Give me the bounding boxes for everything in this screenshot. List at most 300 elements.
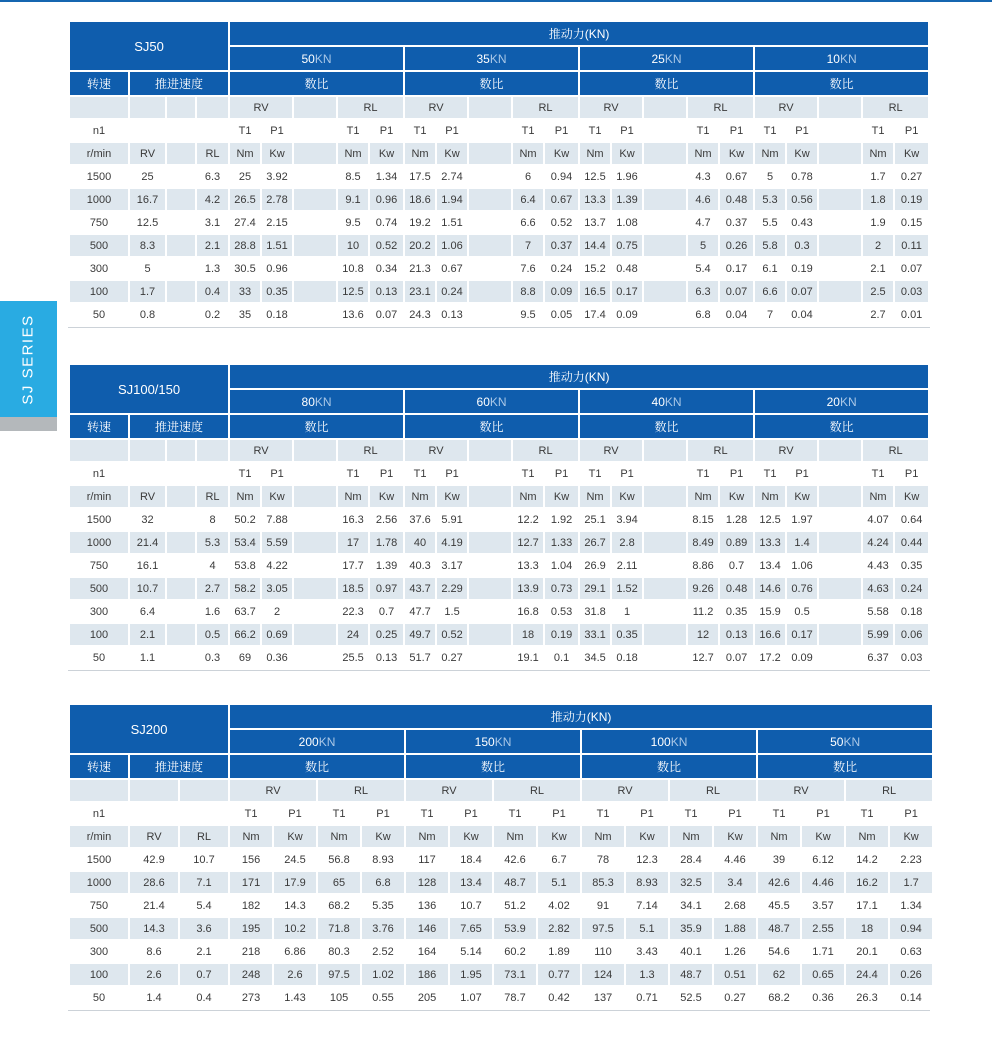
rv-speed-value: 1.4 xyxy=(129,986,179,1009)
p1-label: P1 xyxy=(611,119,643,142)
power-value: 0.09 xyxy=(611,303,643,326)
power-value: 8.93 xyxy=(361,848,405,871)
spacer-cell xyxy=(643,462,687,485)
torque-value: 58.2 xyxy=(229,577,261,600)
kn-group-header xyxy=(757,729,933,754)
rv-column-label: RV xyxy=(404,96,468,119)
kn-group-header xyxy=(754,46,929,71)
p1-label: P1 xyxy=(436,119,468,142)
power-value: 4.46 xyxy=(801,871,845,894)
torque-value: 6.4 xyxy=(512,188,544,211)
power-value: 0.24 xyxy=(894,577,929,600)
kn-group-header xyxy=(404,389,579,414)
torque-value: 20.1 xyxy=(845,940,889,963)
power-value: 0.94 xyxy=(889,917,933,940)
torque-value: 80.3 xyxy=(317,940,361,963)
power-value: 0.64 xyxy=(894,508,929,531)
torque-value: 52.5 xyxy=(669,986,713,1009)
spec-table-SJ200 xyxy=(68,703,930,1011)
spacer-cell xyxy=(293,257,337,280)
power-value: 0.13 xyxy=(719,623,754,646)
power-value: 1.34 xyxy=(889,894,933,917)
torque-value: 2.5 xyxy=(862,280,894,303)
power-value: 0.67 xyxy=(544,188,579,211)
rl-column-label: RL xyxy=(337,96,404,119)
power-value: 6.86 xyxy=(273,940,317,963)
kw-unit-label: Kw xyxy=(436,142,468,165)
spacer-cell xyxy=(643,600,687,623)
spacer-cell xyxy=(643,531,687,554)
prop-speed-header: 推进速度 xyxy=(129,71,229,96)
table-row xyxy=(69,119,929,142)
power-value: 3.05 xyxy=(261,577,293,600)
kw-unit-label: Kw xyxy=(719,485,754,508)
power-value: 0.67 xyxy=(719,165,754,188)
torque-value: 35.9 xyxy=(669,917,713,940)
speed-value: 50 xyxy=(69,303,129,326)
torque-value: 45.5 xyxy=(757,894,801,917)
spacer-cell xyxy=(818,234,862,257)
torque-value: 105 xyxy=(317,986,361,1009)
power-value: 2 xyxy=(261,600,293,623)
power-value: 0.19 xyxy=(544,623,579,646)
power-value: 0.1 xyxy=(544,646,579,669)
table-row xyxy=(69,894,933,917)
kn-unit: KN xyxy=(664,394,682,409)
torque-value: 13.3 xyxy=(512,554,544,577)
power-value: 0.34 xyxy=(369,257,404,280)
power-value: 1.3 xyxy=(625,963,669,986)
torque-value: 5.5 xyxy=(754,211,786,234)
power-value: 1.07 xyxy=(449,986,493,1009)
model-label: SJ100/150 xyxy=(69,364,229,414)
kw-unit-label: Kw xyxy=(625,825,669,848)
table-row xyxy=(69,234,929,257)
t1-label: T1 xyxy=(512,119,544,142)
power-value: 8.93 xyxy=(625,871,669,894)
kn-unit: KN xyxy=(314,51,332,66)
torque-value: 17.5 xyxy=(404,165,436,188)
power-value: 0.35 xyxy=(719,600,754,623)
power-value: 0.73 xyxy=(544,577,579,600)
power-value: 0.55 xyxy=(361,986,405,1009)
spacer-cell xyxy=(293,142,337,165)
power-value: 0.75 xyxy=(611,234,643,257)
rv-speed-value: 1.7 xyxy=(129,280,166,303)
torque-value: 248 xyxy=(229,963,273,986)
nm-unit-label: Nm xyxy=(862,485,894,508)
spacer-cell xyxy=(196,119,229,142)
torque-value: 18.5 xyxy=(337,577,369,600)
speed-value: 1500 xyxy=(69,508,129,531)
spacer-cell xyxy=(643,188,687,211)
torque-value: 17.4 xyxy=(579,303,611,326)
power-value: 18.4 xyxy=(449,848,493,871)
spacer-cell xyxy=(166,600,196,623)
n1-label: n1 xyxy=(69,462,129,485)
torque-value: 1.9 xyxy=(862,211,894,234)
power-value: 3.4 xyxy=(713,871,757,894)
kn-value: 100 xyxy=(650,734,671,749)
power-value: 1.26 xyxy=(713,940,757,963)
torque-value: 13.3 xyxy=(579,188,611,211)
spacer-cell xyxy=(643,646,687,669)
torque-value: 8.86 xyxy=(687,554,719,577)
spacer-cell xyxy=(818,303,862,326)
torque-value: 273 xyxy=(229,986,273,1009)
power-value: 6.8 xyxy=(361,871,405,894)
power-value: 0.35 xyxy=(611,623,643,646)
power-value: 0.04 xyxy=(786,303,818,326)
t1-label: T1 xyxy=(669,802,713,825)
torque-value: 12.5 xyxy=(754,508,786,531)
power-value: 0.44 xyxy=(894,531,929,554)
spacer-cell xyxy=(293,439,337,462)
ratio-header: 数比 xyxy=(579,414,754,439)
spacer-cell xyxy=(643,439,687,462)
rv-speed-value: 21.4 xyxy=(129,894,179,917)
spacer-cell xyxy=(69,779,129,802)
ratio-header: 数比 xyxy=(229,754,405,779)
rl-column-label: RL xyxy=(179,825,229,848)
torque-value: 2 xyxy=(862,234,894,257)
p1-label: P1 xyxy=(261,462,293,485)
nm-unit-label: Nm xyxy=(581,825,625,848)
torque-value: 42.6 xyxy=(493,848,537,871)
rl-column-label: RL xyxy=(845,779,933,802)
kn-unit: KN xyxy=(839,51,857,66)
torque-value: 117 xyxy=(405,848,449,871)
speed-value: 500 xyxy=(69,917,129,940)
t1-label: T1 xyxy=(754,119,786,142)
power-value: 0.09 xyxy=(786,646,818,669)
torque-value: 13.7 xyxy=(579,211,611,234)
spacer-cell xyxy=(293,600,337,623)
power-value: 24.5 xyxy=(273,848,317,871)
t1-label: T1 xyxy=(404,462,436,485)
spacer-cell xyxy=(468,234,512,257)
power-value: 0.07 xyxy=(719,280,754,303)
torque-value: 37.6 xyxy=(404,508,436,531)
spacer-cell xyxy=(643,234,687,257)
spacer-cell xyxy=(196,96,229,119)
spacer-cell xyxy=(293,188,337,211)
torque-value: 56.8 xyxy=(317,848,361,871)
nm-unit-label: Nm xyxy=(754,142,786,165)
ratio-header: 数比 xyxy=(757,754,933,779)
power-value: 0.35 xyxy=(894,554,929,577)
torque-value: 97.5 xyxy=(581,917,625,940)
kw-unit-label: Kw xyxy=(894,142,929,165)
torque-value: 6 xyxy=(512,165,544,188)
torque-value: 15.9 xyxy=(754,600,786,623)
spacer-cell xyxy=(166,508,196,531)
ratio-header: 数比 xyxy=(579,71,754,96)
spacer-cell xyxy=(69,96,129,119)
power-value: 0.96 xyxy=(369,188,404,211)
power-value: 1.88 xyxy=(713,917,757,940)
spacer-cell xyxy=(818,485,862,508)
spacer-cell xyxy=(166,531,196,554)
power-value: 3.92 xyxy=(261,165,293,188)
power-value: 0.89 xyxy=(719,531,754,554)
kw-unit-label: Kw xyxy=(544,142,579,165)
spacer-cell xyxy=(468,96,512,119)
spacer-cell xyxy=(166,188,196,211)
spec-table xyxy=(68,363,930,670)
spacer-cell xyxy=(166,211,196,234)
torque-value: 13.3 xyxy=(754,531,786,554)
power-value: 4.46 xyxy=(713,848,757,871)
power-value: 0.07 xyxy=(894,257,929,280)
spacer-cell xyxy=(818,554,862,577)
spacer-cell xyxy=(293,303,337,326)
power-value: 3.43 xyxy=(625,940,669,963)
power-value: 1.51 xyxy=(436,211,468,234)
power-value: 4.19 xyxy=(436,531,468,554)
table-row xyxy=(69,940,933,963)
speed-value: 100 xyxy=(69,963,129,986)
power-value: 0.26 xyxy=(889,963,933,986)
power-value: 3.57 xyxy=(801,894,845,917)
torque-value: 63.7 xyxy=(229,600,261,623)
torque-value: 186 xyxy=(405,963,449,986)
torque-value: 14.4 xyxy=(579,234,611,257)
nm-unit-label: Nm xyxy=(405,825,449,848)
power-value: 0.19 xyxy=(894,188,929,211)
spacer-cell xyxy=(293,119,337,142)
spacer-cell xyxy=(643,96,687,119)
torque-value: 8.49 xyxy=(687,531,719,554)
ratio-header: 数比 xyxy=(581,754,757,779)
kn-value: 60 xyxy=(476,394,490,409)
power-value: 2.56 xyxy=(369,508,404,531)
power-value: 0.17 xyxy=(611,280,643,303)
kw-unit-label: Kw xyxy=(786,485,818,508)
kw-unit-label: Kw xyxy=(894,485,929,508)
torque-value: 1.8 xyxy=(862,188,894,211)
torque-value: 33 xyxy=(229,280,261,303)
torque-value: 9.1 xyxy=(337,188,369,211)
power-value: 0.69 xyxy=(261,623,293,646)
table-row xyxy=(69,165,929,188)
torque-value: 4.24 xyxy=(862,531,894,554)
rv-speed-value: 16.1 xyxy=(129,554,166,577)
torque-value: 13.4 xyxy=(754,554,786,577)
torque-value: 9.26 xyxy=(687,577,719,600)
spacer-cell xyxy=(643,280,687,303)
p1-label: P1 xyxy=(261,119,293,142)
p1-label: P1 xyxy=(273,802,317,825)
spacer-cell xyxy=(69,439,129,462)
power-value: 2.68 xyxy=(713,894,757,917)
power-value: 2.11 xyxy=(611,554,643,577)
torque-value: 35 xyxy=(229,303,261,326)
power-value: 10.2 xyxy=(273,917,317,940)
power-value: 0.27 xyxy=(713,986,757,1009)
torque-value: 30.5 xyxy=(229,257,261,280)
power-value: 1.96 xyxy=(611,165,643,188)
spacer-cell xyxy=(468,119,512,142)
power-value: 1.06 xyxy=(786,554,818,577)
kn-value: 50 xyxy=(301,51,315,66)
kw-unit-label: Kw xyxy=(786,142,818,165)
rl-column-label: RL xyxy=(337,439,404,462)
rv-column-label: RV xyxy=(404,439,468,462)
spacer-cell xyxy=(293,577,337,600)
power-value: 0.67 xyxy=(436,257,468,280)
kn-value: 20 xyxy=(826,394,840,409)
torque-value: 5 xyxy=(687,234,719,257)
power-value: 0.36 xyxy=(801,986,845,1009)
power-value: 0.52 xyxy=(369,234,404,257)
power-value: 0.27 xyxy=(894,165,929,188)
torque-value: 16.3 xyxy=(337,508,369,531)
torque-value: 62 xyxy=(757,963,801,986)
torque-value: 17.1 xyxy=(845,894,889,917)
table-row xyxy=(69,142,929,165)
t1-label: T1 xyxy=(579,119,611,142)
n1-label: n1 xyxy=(69,802,129,825)
spacer-cell xyxy=(179,802,229,825)
p1-label: P1 xyxy=(449,802,493,825)
table-row xyxy=(69,802,933,825)
rv-column-label: RV xyxy=(579,439,643,462)
p1-label: P1 xyxy=(537,802,581,825)
torque-value: 17.2 xyxy=(754,646,786,669)
t1-label: T1 xyxy=(687,119,719,142)
spacer-cell xyxy=(468,485,512,508)
power-value: 5.35 xyxy=(361,894,405,917)
p1-label: P1 xyxy=(894,462,929,485)
rl-column-label: RL xyxy=(196,142,229,165)
rv-column-label: RV xyxy=(129,485,166,508)
p1-label: P1 xyxy=(889,802,933,825)
torque-value: 6.3 xyxy=(687,280,719,303)
power-value: 2.23 xyxy=(889,848,933,871)
power-value: 0.7 xyxy=(719,554,754,577)
t1-label: T1 xyxy=(757,802,801,825)
spacer-cell xyxy=(643,485,687,508)
power-value: 0.65 xyxy=(801,963,845,986)
nm-unit-label: Nm xyxy=(579,485,611,508)
kn-unit: KN xyxy=(314,394,332,409)
table-row xyxy=(69,364,929,389)
torque-value: 40.3 xyxy=(404,554,436,577)
spacer-cell xyxy=(818,280,862,303)
p1-label: P1 xyxy=(611,462,643,485)
spacer-cell xyxy=(293,531,337,554)
spacer-cell xyxy=(818,531,862,554)
table-row xyxy=(69,963,933,986)
rv-speed-value: 8.6 xyxy=(129,940,179,963)
nm-unit-label: Nm xyxy=(404,142,436,165)
kw-unit-label: Kw xyxy=(261,485,293,508)
thrust-header: 推动力(KN) xyxy=(229,21,929,46)
rv-speed-value: 25 xyxy=(129,165,166,188)
torque-value: 51.7 xyxy=(404,646,436,669)
power-value: 2.29 xyxy=(436,577,468,600)
kn-unit: KN xyxy=(843,734,861,749)
power-value: 0.27 xyxy=(436,646,468,669)
power-value: 0.13 xyxy=(369,280,404,303)
torque-value: 25.5 xyxy=(337,646,369,669)
torque-value: 171 xyxy=(229,871,273,894)
kn-unit: KN xyxy=(318,734,336,749)
torque-value: 65 xyxy=(317,871,361,894)
speed-value: 300 xyxy=(69,940,129,963)
torque-value: 18 xyxy=(512,623,544,646)
torque-value: 33.1 xyxy=(579,623,611,646)
speed-value: 1000 xyxy=(69,871,129,894)
rv-speed-value: 16.7 xyxy=(129,188,166,211)
torque-value: 12.7 xyxy=(687,646,719,669)
power-value: 1.43 xyxy=(273,986,317,1009)
spacer-cell xyxy=(293,280,337,303)
power-value: 0.97 xyxy=(369,577,404,600)
t1-label: T1 xyxy=(405,802,449,825)
power-value: 5.14 xyxy=(449,940,493,963)
table-row xyxy=(69,439,929,462)
torque-value: 9.5 xyxy=(512,303,544,326)
torque-value: 6.6 xyxy=(512,211,544,234)
kn-group-header xyxy=(229,46,404,71)
power-value: 5.1 xyxy=(537,871,581,894)
torque-value: 5.58 xyxy=(862,600,894,623)
speed-value: 50 xyxy=(69,986,129,1009)
power-value: 0.04 xyxy=(719,303,754,326)
p1-label: P1 xyxy=(369,119,404,142)
power-value: 0.18 xyxy=(894,600,929,623)
spacer-cell xyxy=(818,646,862,669)
torque-value: 97.5 xyxy=(317,963,361,986)
torque-value: 53.4 xyxy=(229,531,261,554)
torque-value: 47.7 xyxy=(404,600,436,623)
nm-unit-label: Nm xyxy=(669,825,713,848)
torque-value: 13.9 xyxy=(512,577,544,600)
table-row xyxy=(69,531,929,554)
spacer-cell xyxy=(129,802,179,825)
t1-label: T1 xyxy=(687,462,719,485)
nm-unit-label: Nm xyxy=(337,485,369,508)
model-label: SJ50 xyxy=(69,21,229,71)
kn-value: 150 xyxy=(474,734,495,749)
torque-value: 17.7 xyxy=(337,554,369,577)
power-value: 0.48 xyxy=(719,577,754,600)
power-value: 0.19 xyxy=(786,257,818,280)
power-value: 7.14 xyxy=(625,894,669,917)
torque-value: 32.5 xyxy=(669,871,713,894)
power-value: 0.3 xyxy=(786,234,818,257)
torque-value: 218 xyxy=(229,940,273,963)
torque-value: 5.3 xyxy=(754,188,786,211)
rv-speed-value: 28.6 xyxy=(129,871,179,894)
power-value: 1.92 xyxy=(544,508,579,531)
torque-value: 71.8 xyxy=(317,917,361,940)
spacer-cell xyxy=(293,234,337,257)
spacer-cell xyxy=(468,303,512,326)
nm-unit-label: Nm xyxy=(757,825,801,848)
spacer-cell xyxy=(166,623,196,646)
kn-unit: KN xyxy=(489,394,507,409)
power-value: 0.03 xyxy=(894,646,929,669)
rmin-label: r/min xyxy=(69,142,129,165)
torque-value: 68.2 xyxy=(317,894,361,917)
torque-value: 53.8 xyxy=(229,554,261,577)
power-value: 0.06 xyxy=(894,623,929,646)
spec-table-SJ100-150 xyxy=(68,363,930,671)
kw-unit-label: Kw xyxy=(544,485,579,508)
